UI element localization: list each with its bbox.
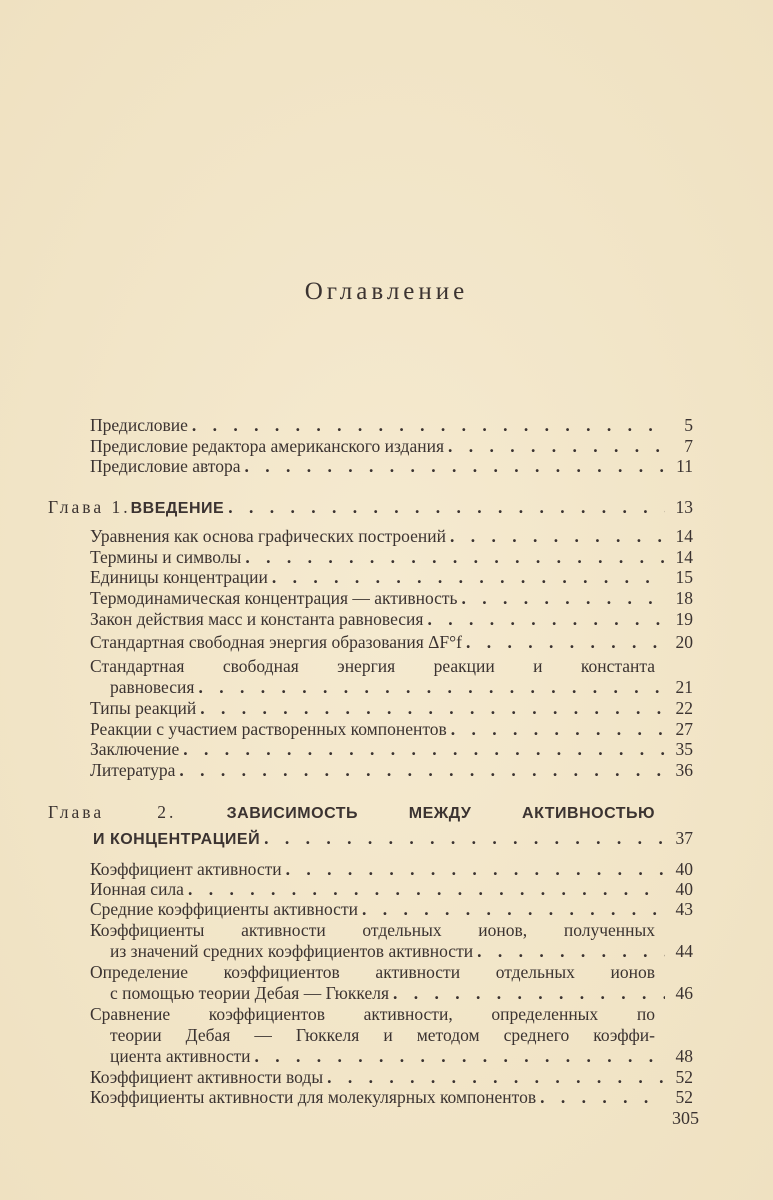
toc-chapter-line bbox=[48, 801, 655, 823]
entry-page-number: 7 bbox=[684, 436, 693, 456]
leader-dots bbox=[245, 455, 666, 477]
leader-dots bbox=[200, 697, 665, 719]
toc-entry-line bbox=[110, 676, 693, 698]
entry-page-number: 48 bbox=[675, 1046, 693, 1066]
chapter-title: ВВЕДЕНИЕ bbox=[130, 500, 225, 517]
toc-entry-line bbox=[110, 1045, 693, 1067]
leader-dots bbox=[179, 759, 665, 781]
entry-page-number: 46 bbox=[675, 983, 693, 1003]
leader-dots bbox=[477, 940, 665, 962]
entry-page-number: 37 bbox=[675, 828, 693, 848]
entry-title: Единицы концентрации bbox=[90, 567, 268, 587]
entry-page-number: 52 bbox=[675, 1087, 693, 1107]
leader-dots bbox=[427, 608, 665, 630]
entry-page-number: 36 bbox=[675, 760, 693, 780]
leader-dots bbox=[183, 738, 665, 760]
entry-title: равновесия bbox=[110, 677, 195, 697]
chapter-title: И КОНЦЕНТРАЦИЕЙ bbox=[93, 831, 261, 848]
entry-title: циента активности bbox=[110, 1046, 251, 1066]
toc-entry-line bbox=[90, 697, 693, 719]
chapter-number: Глава 1. bbox=[48, 497, 131, 517]
leader-dots bbox=[286, 858, 665, 880]
entry-title: Сравнение коэффициентов активности, определенных по bbox=[90, 1004, 655, 1024]
toc-entry-line bbox=[90, 919, 655, 941]
entry-title: Стандартная свободная энергия реакции и константа bbox=[90, 656, 655, 676]
entry-title: Типы реакций bbox=[90, 698, 197, 718]
toc-entry-line bbox=[90, 631, 693, 653]
leader-dots bbox=[451, 718, 665, 740]
leader-dots bbox=[393, 982, 665, 1004]
entry-page-number: 40 bbox=[675, 859, 693, 879]
toc-entry-line bbox=[90, 525, 693, 547]
entry-title: Термины и символы bbox=[90, 547, 242, 567]
toc-chapter-line bbox=[93, 827, 693, 849]
entry-title: Коэффициент активности bbox=[90, 859, 282, 879]
entry-title: с помощью теории Дебая — Гюккеля bbox=[110, 983, 390, 1003]
entry-title: Коэффициенты активности отдельных ионов, полученных bbox=[90, 920, 655, 940]
entry-title: Коэффициент активности воды bbox=[90, 1067, 324, 1087]
entry-page-number: 44 bbox=[675, 941, 693, 961]
entry-title: Предисловие автора bbox=[90, 456, 241, 476]
entry-page-number: 27 bbox=[675, 719, 693, 739]
toc-entry-line bbox=[90, 566, 693, 588]
toc-entry-line bbox=[90, 718, 693, 740]
entry-title: Термодинамическая концентрация — активность bbox=[90, 588, 458, 608]
leader-dots bbox=[540, 1086, 665, 1108]
entry-page-number: 40 bbox=[675, 879, 693, 899]
entry-title: Определение коэффициентов активности отдельных ионов bbox=[90, 962, 655, 982]
chapter-title: ЗАВИСИМОСТЬ МЕЖДУ АКТИВНОСТЬЮ bbox=[226, 805, 655, 822]
leader-dots bbox=[245, 546, 665, 568]
toc-entry-line bbox=[90, 587, 693, 609]
leader-dots bbox=[327, 1066, 665, 1088]
toc-entry-line bbox=[90, 608, 693, 630]
leader-dots bbox=[448, 435, 665, 457]
entry-page-number: 35 bbox=[675, 739, 693, 759]
entry-title: Коэффициенты активности для молекулярных компонентов bbox=[90, 1087, 537, 1107]
toc-entry-line bbox=[90, 858, 693, 880]
toc-entry-line bbox=[90, 1003, 655, 1025]
entry-title: Ионная сила bbox=[90, 879, 184, 899]
leader-dots bbox=[466, 631, 665, 653]
leader-dots bbox=[450, 525, 665, 547]
entry-title: Заключение bbox=[90, 739, 180, 759]
entry-title: Реакции с участием растворенных компонентов bbox=[90, 719, 447, 739]
leader-dots bbox=[462, 587, 665, 609]
leader-dots bbox=[362, 898, 665, 920]
entry-page-number: 5 bbox=[684, 415, 693, 435]
entry-title: Предисловие bbox=[90, 415, 188, 435]
toc-entry-line bbox=[90, 1066, 693, 1088]
toc-entry-line bbox=[90, 759, 693, 781]
toc-entry-line bbox=[90, 414, 693, 436]
leader-dots bbox=[188, 878, 665, 900]
entry-title: Предисловие редактора американского издания bbox=[90, 436, 445, 456]
toc-entry-line bbox=[90, 435, 693, 457]
toc-entry-line bbox=[90, 655, 655, 677]
leader-dots bbox=[264, 827, 665, 849]
entry-page-number: 52 bbox=[675, 1067, 693, 1087]
entry-title: теории Дебая — Гюккеля и методом среднего коэффи- bbox=[110, 1025, 655, 1045]
leader-dots bbox=[192, 414, 665, 436]
entry-title: Литература bbox=[90, 760, 176, 780]
entry-page-number: 11 bbox=[676, 456, 693, 476]
entry-title: Стандартная свободная энергия образования ΔF°f bbox=[90, 632, 462, 652]
page-title: Оглавление bbox=[304, 278, 469, 305]
entry-page-number: 22 bbox=[675, 698, 693, 718]
entry-page-number: 13 bbox=[675, 497, 693, 517]
entry-page-number: 18 bbox=[675, 588, 693, 608]
toc-entry-line bbox=[110, 982, 693, 1004]
entry-title: Уравнения как основа графических построений bbox=[90, 526, 446, 546]
toc-entry-line bbox=[90, 455, 693, 477]
toc-entry-line bbox=[110, 1024, 655, 1046]
leader-dots bbox=[198, 676, 665, 698]
entry-title: из значений средних коэффициентов активности bbox=[110, 941, 474, 961]
page-number: 305 bbox=[672, 1108, 699, 1128]
entry-page-number: 19 bbox=[675, 609, 693, 629]
toc-entry-line bbox=[90, 961, 655, 983]
toc-entry-line bbox=[90, 898, 693, 920]
toc-entry-line bbox=[110, 940, 693, 962]
leader-dots bbox=[228, 496, 665, 518]
toc-entry-line bbox=[90, 878, 693, 900]
entry-page-number: 43 bbox=[675, 899, 693, 919]
entry-page-number: 14 bbox=[675, 526, 693, 546]
toc-chapter-line bbox=[48, 496, 693, 518]
entry-page-number: 15 bbox=[675, 567, 693, 587]
chapter-number: Глава 2. bbox=[48, 802, 177, 822]
toc-entry-line bbox=[90, 1086, 693, 1108]
entry-page-number: 14 bbox=[675, 547, 693, 567]
entry-title: Закон действия масс и константа равновесия bbox=[90, 609, 424, 629]
leader-dots bbox=[255, 1045, 665, 1067]
entry-title: Средние коэффициенты активности bbox=[90, 899, 358, 919]
toc-entry-line bbox=[90, 738, 693, 760]
entry-page-number: 20 bbox=[675, 632, 693, 652]
entry-page-number: 21 bbox=[675, 677, 693, 697]
leader-dots bbox=[272, 566, 665, 588]
toc-entry-line bbox=[90, 546, 693, 568]
